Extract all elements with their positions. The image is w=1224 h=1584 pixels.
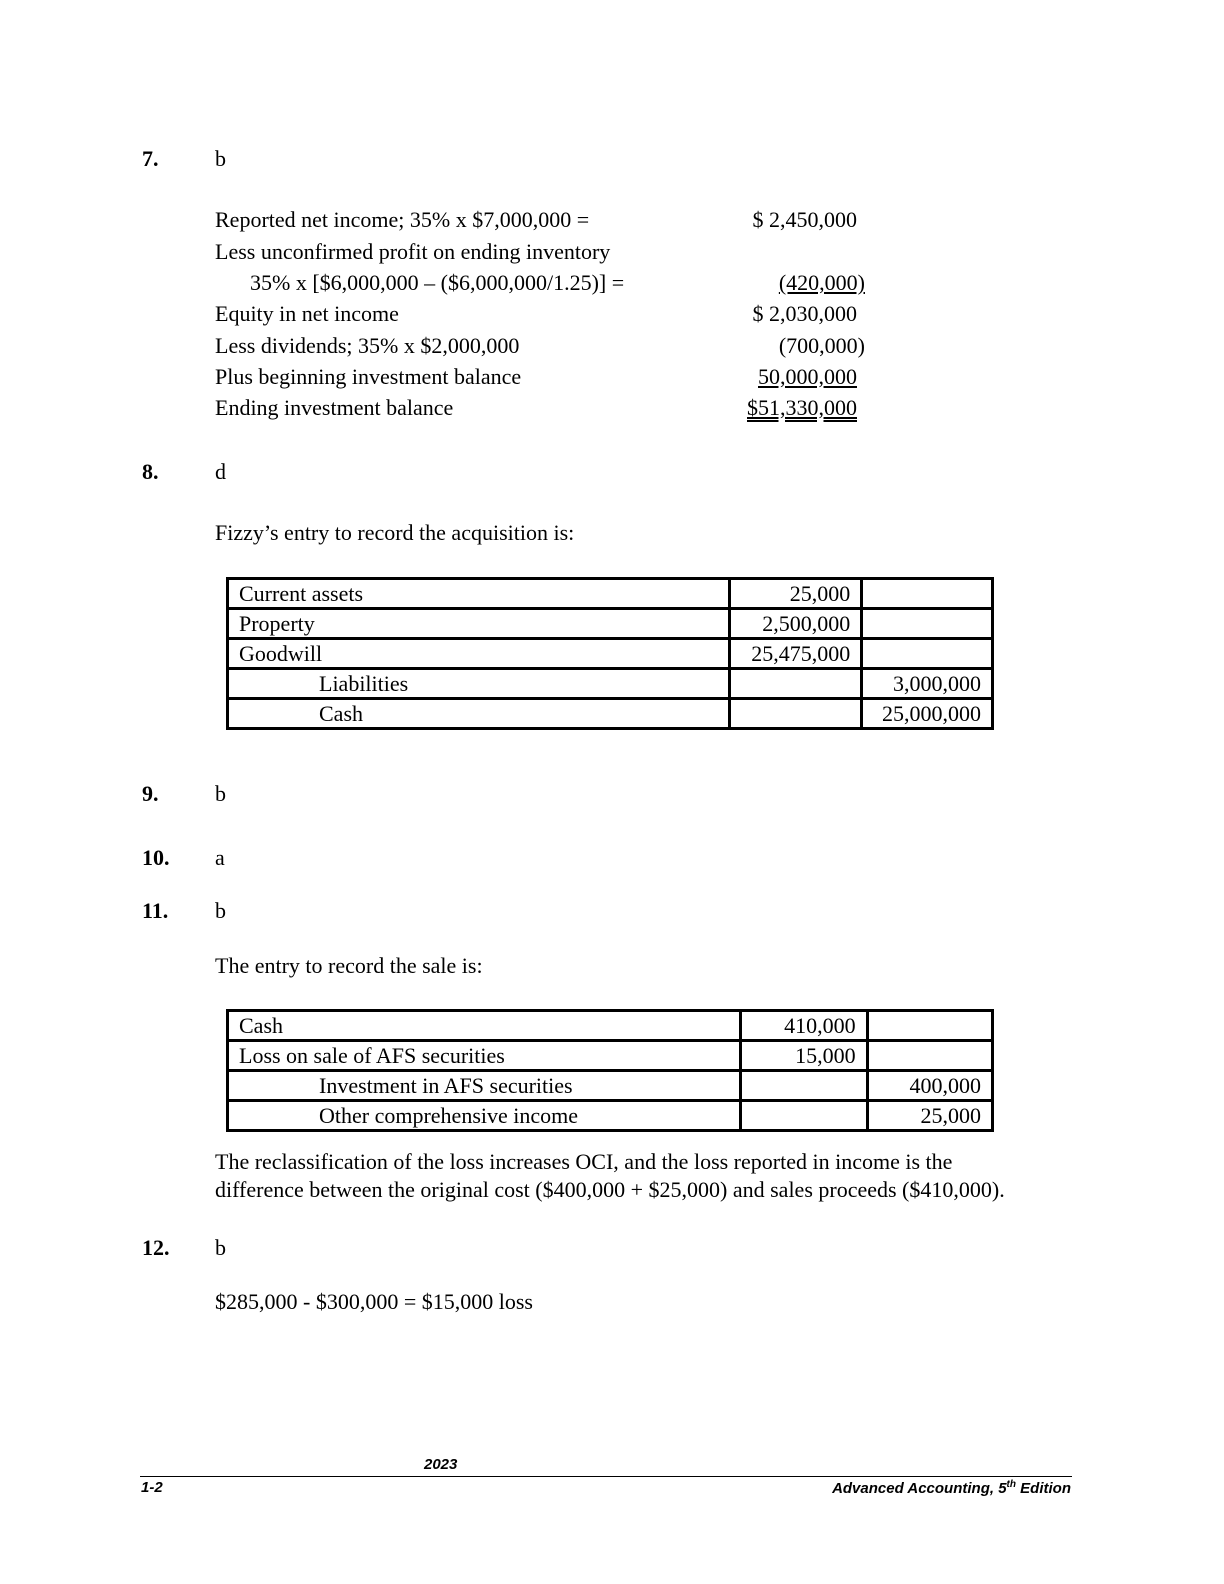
journal-entry-table-q8	[226, 577, 994, 730]
account-cell: Liabilities	[228, 669, 730, 699]
q11-intro: The entry to record the sale is:	[215, 953, 483, 978]
debit-cell: 410,000	[740, 1011, 867, 1041]
credit-cell	[867, 1011, 992, 1041]
calc-amount: $ 2,030,000	[752, 301, 857, 326]
answer-8: d	[215, 459, 226, 484]
footer-divider	[140, 1476, 1072, 1477]
debit-cell	[729, 669, 861, 699]
debit-cell	[740, 1101, 867, 1131]
book-title-edition: Edition	[1016, 1480, 1071, 1497]
table-row	[228, 639, 993, 669]
table-row	[228, 1011, 993, 1041]
account-cell: Loss on sale of AFS securities	[228, 1041, 741, 1071]
q11-note-line-1: The reclassification of the loss increases OCI, and the loss reported in income is the	[215, 1149, 953, 1174]
account-cell: Goodwill	[228, 639, 730, 669]
question-number-7: 7.	[142, 146, 159, 171]
calc-label: Less unconfirmed profit on ending inventory	[215, 239, 611, 264]
calc-amount: (700,000)	[778, 333, 865, 358]
debit-cell	[729, 699, 861, 729]
footer-page-number: 1-2	[141, 1479, 163, 1496]
calc-label: Plus beginning investment balance	[215, 364, 522, 389]
account-cell: Other comprehensive income	[228, 1101, 741, 1131]
answer-10: a	[215, 845, 225, 870]
credit-cell: 25,000	[867, 1101, 992, 1131]
answer-7: b	[215, 146, 226, 171]
table-row	[228, 609, 993, 639]
answer-12: b	[215, 1235, 226, 1260]
calc-label: 35% x [$6,000,000 – ($6,000,000/1.25)] =	[250, 270, 625, 295]
account-cell: Investment in AFS securities	[228, 1071, 741, 1101]
calc-label: Less dividends; 35% x $2,000,000	[215, 333, 520, 358]
book-title-superscript: th	[1006, 1479, 1016, 1490]
credit-cell: 25,000,000	[862, 699, 993, 729]
question-number-9: 9.	[142, 781, 159, 806]
calc-amount-total: $51,330,000	[747, 395, 857, 420]
credit-cell	[862, 579, 993, 609]
table-row	[228, 1101, 993, 1131]
q8-intro: Fizzy’s entry to record the acquisition is:	[215, 520, 575, 545]
credit-cell: 3,000,000	[862, 669, 993, 699]
calc-amount: $ 2,450,000	[752, 207, 857, 232]
account-cell: Cash	[228, 699, 730, 729]
answer-11: b	[215, 898, 226, 923]
debit-cell: 15,000	[740, 1041, 867, 1071]
footer-book-title	[832, 1479, 1071, 1497]
account-cell: Cash	[228, 1011, 741, 1041]
table-row	[228, 669, 993, 699]
calc-amount: (420,000)	[778, 270, 865, 295]
book-title-main: Advanced Accounting, 5	[832, 1480, 1007, 1497]
calc-amount: 50,000,000	[758, 364, 857, 389]
credit-cell: 400,000	[867, 1071, 992, 1101]
credit-cell	[867, 1041, 992, 1071]
account-cell: Current assets	[228, 579, 730, 609]
debit-cell: 2,500,000	[729, 609, 861, 639]
calc-label: Ending investment balance	[215, 395, 454, 420]
question-number-11: 11.	[142, 898, 169, 923]
table-row	[228, 1071, 993, 1101]
table-row	[228, 699, 993, 729]
table-row	[228, 579, 993, 609]
table-row	[228, 1041, 993, 1071]
debit-cell: 25,000	[729, 579, 861, 609]
debit-cell	[740, 1071, 867, 1101]
footer-year: 2023	[424, 1456, 458, 1473]
debit-cell: 25,475,000	[729, 639, 861, 669]
question-number-10: 10.	[142, 845, 170, 870]
answer-9: b	[215, 781, 226, 806]
q11-note-line-2: difference between the original cost ($400,000 + $25,000) and sales proceeds ($410,000).	[215, 1177, 1005, 1202]
account-cell: Property	[228, 609, 730, 639]
calc-label: Reported net income; 35% x $7,000,000 =	[215, 207, 590, 232]
journal-entry-table-q11	[226, 1009, 994, 1132]
question-number-12: 12.	[142, 1235, 170, 1260]
question-number-8: 8.	[142, 459, 159, 484]
calc-label: Equity in net income	[215, 301, 399, 326]
credit-cell	[862, 609, 993, 639]
q12-calc: $285,000 - $300,000 = $15,000 loss	[215, 1289, 533, 1314]
credit-cell	[862, 639, 993, 669]
